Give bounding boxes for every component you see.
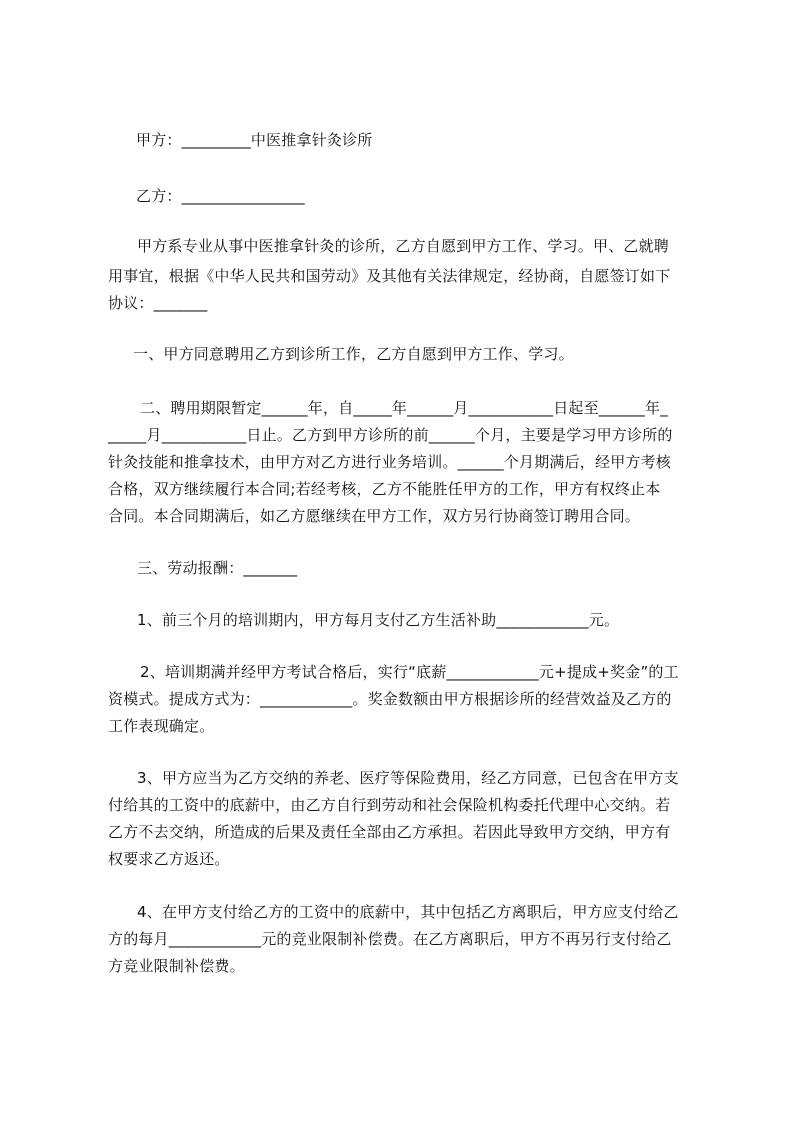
clause-2-line-5: 合同。本合同期满后，如乙方愿继续在甲方工作，双方另行协商签订聘用合同。 [108, 507, 641, 525]
item-2-line-2: 资模式。提成方式为：____________。奖金数额由甲方根据诊所的经营效益及乙方的 [108, 690, 672, 708]
item-3-line-2: 付给其的工资中的底薪中，由乙方自行到劳动和社会保险机构委托代理中心交纳。若 [108, 796, 671, 814]
item-4-line-2: 方的每月____________元的竞业限制补偿费。在乙方离职后，甲方不再另行支付给乙 [108, 930, 672, 948]
intro-line-1: 甲方系专业从事中医推拿针灸的诊所，乙方自愿到甲方工作、学习。甲、乙就聘 [137, 237, 670, 255]
item-3-line-4: 权要求乙方返还。 [108, 850, 230, 868]
party-a-line: 甲方：_________中医推拿针灸诊所 [136, 131, 373, 149]
clause-3: 三、劳动报酬：_______ [137, 559, 298, 577]
clause-2-line-2: _____月___________日止。乙方到甲方诊所的前______个月，主要是学习甲方诊所的 [108, 426, 673, 444]
clause-2-line-4: 合格，双方继续履行本合同;若经考核，乙方不能胜任甲方的工作，甲方有权终止本 [108, 480, 661, 498]
party-b-line: 乙方：________________ [136, 187, 305, 205]
intro-line-2: 用事宜，根据《中华人民共和国劳动》及其他有关法律规定，经协商，自愿签订如下 [108, 267, 671, 285]
clause-2-line-1: 二、聘用期限暂定______年，自_____年______月___________日起至______年_ [140, 399, 668, 417]
clause-1: 一、甲方同意聘用乙方到诊所工作，乙方自愿到甲方工作、学习。 [133, 345, 574, 363]
item-4-line-1: 4、在甲方支付给乙方的工资中的底薪中，其中包括乙方离职后，甲方应支付给乙 [137, 903, 679, 921]
intro-line-3: 协议：_______ [108, 294, 208, 312]
item-2-line-3: 工作表现确定。 [108, 717, 215, 735]
item-1: 1、前三个月的培训期内，甲方每月支付乙方生活补助____________元。 [137, 611, 620, 629]
item-3-line-1: 3、甲方应当为乙方交纳的养老、医疗等保险费用，经乙方同意，已包含在甲方支 [137, 769, 679, 787]
item-2-line-1: 2、培训期满并经甲方考试合格后，实行“底薪____________元+提成+奖金”的工 [140, 663, 679, 681]
item-3-line-3: 乙方不去交纳，所造成的后果及责任全部由乙方承担。若因此导致甲方交纳，甲方有 [108, 823, 671, 841]
item-4-line-3: 方竞业限制补偿费。 [108, 957, 245, 975]
clause-2-line-3: 针灸技能和推拿技术，由甲方对乙方进行业务培训。______个月期满后，经甲方考核 [108, 453, 672, 471]
